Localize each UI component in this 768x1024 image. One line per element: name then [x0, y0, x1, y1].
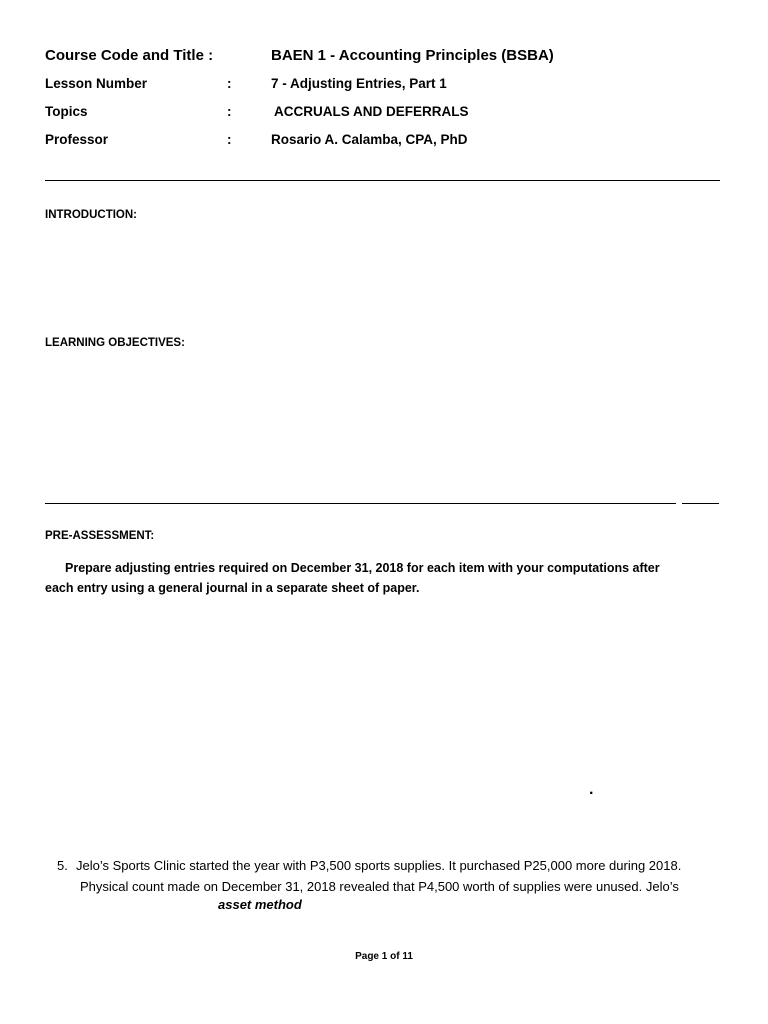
lesson-value: 7 - Adjusting Entries, Part 1 [271, 76, 447, 91]
professor-label: Professor [45, 132, 109, 147]
topics-value: ACCRUALS AND DEFERRALS [274, 104, 469, 119]
introduction-heading: INTRODUCTION: [45, 209, 137, 221]
topics-colon: : [227, 104, 232, 119]
section-divider-short [682, 503, 719, 504]
stray-mark: . [589, 781, 594, 798]
course-value: BAEN 1 - Accounting Principles (BSBA) [271, 47, 554, 64]
pre-assessment-instructions-line2: each entry using a general journal in a separate sheet of paper. [45, 581, 420, 595]
topics-label: Topics [45, 104, 88, 119]
question-5-number: 5. [57, 858, 68, 873]
professor-value: Rosario A. Calamba, CPA, PhD [271, 132, 468, 147]
page-number: Page 1 of 11 [355, 951, 413, 962]
question-5-line2: Physical count made on December 31, 2018 revealed that P4,500 worth of supplies were unused. Jelo’s [80, 879, 679, 894]
professor-colon: : [227, 132, 232, 147]
header-divider [45, 180, 720, 181]
learning-objectives-heading: LEARNING OBJECTIVES: [45, 337, 185, 349]
section-divider-long [45, 503, 676, 504]
lesson-colon: : [227, 76, 232, 91]
pre-assessment-heading: PRE-ASSESSMENT: [45, 530, 155, 542]
question-5-line1: Jelo’s Sports Clinic started the year with P3,500 sports supplies. It purchased P25,000 more during 2018. [76, 858, 682, 873]
pre-assessment-instructions-line1: Prepare adjusting entries required on December 31, 2018 for each item with your computations after [65, 561, 660, 575]
lesson-label: Lesson Number [45, 76, 148, 91]
course-label: Course Code and Title : [45, 47, 214, 64]
question-5-line3: asset method [218, 897, 302, 912]
